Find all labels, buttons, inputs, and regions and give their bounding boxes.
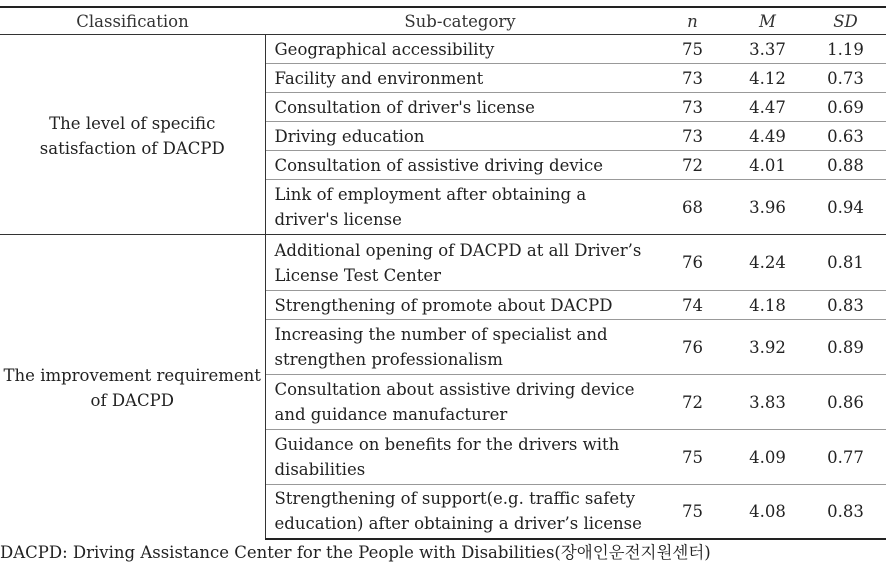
sd-cell: 0.83 <box>805 291 886 320</box>
n-cell: 75 <box>655 485 730 539</box>
mean-cell: 4.09 <box>730 430 805 485</box>
header-mean: M <box>730 7 805 35</box>
mean-cell: 3.92 <box>730 320 805 375</box>
sd-cell: 0.81 <box>805 235 886 291</box>
sd-cell: 0.77 <box>805 430 886 485</box>
sub-category-cell: Strengthening of promote about DACPD <box>265 291 655 320</box>
n-cell: 75 <box>682 39 703 59</box>
sd-cell: 0.89 <box>805 320 886 375</box>
mean-cell: 3.83 <box>730 375 805 430</box>
n-cell: 73 <box>655 93 730 122</box>
sub-category-cell: Consultation about assistive driving device and guidance manufacturer <box>265 375 655 430</box>
header-classification: Classification <box>0 7 265 35</box>
sub-category-cell: Increasing the number of specialist and strengthen professionalism <box>265 320 655 375</box>
n-cell: 73 <box>655 64 730 93</box>
mean-cell: 4.49 <box>730 122 805 151</box>
n-cell: 72 <box>655 151 730 180</box>
n-cell: 76 <box>655 320 730 375</box>
statistics-table <box>0 6 886 540</box>
mean-cell: 4.47 <box>730 93 805 122</box>
sub-category-cell: Driving education <box>265 122 655 151</box>
sd-cell: 0.83 <box>805 485 886 539</box>
sd-cell: 0.73 <box>805 64 886 93</box>
sub-category-cell: Facility and environment <box>265 64 655 93</box>
n-cell: 68 <box>655 180 730 235</box>
sd-cell: 0.86 <box>805 375 886 430</box>
classification-cell: The improvement requirement of DACPD <box>0 235 265 539</box>
sub-category-cell: Strengthening of support(e.g. traffic safety education) after obtaining a driver’s license <box>265 485 655 539</box>
table-header-row <box>0 7 886 35</box>
sd-cell: 0.63 <box>805 122 886 151</box>
mean-cell: 4.24 <box>730 235 805 291</box>
sub-category-cell: Additional opening of DACPD at all Driver’s License Test Center <box>265 235 655 291</box>
mean-cell: 4.08 <box>730 485 805 539</box>
sub-category-cell: Consultation of assistive driving device <box>265 151 655 180</box>
sub-category-cell: Link of employment after obtaining a driver's license <box>265 180 655 235</box>
n-cell: 74 <box>655 291 730 320</box>
sd-cell: 0.94 <box>805 180 886 235</box>
sub-category-cell: Geographical accessibility <box>274 39 495 59</box>
footnote: DACPD: Driving Assistance Center for the People with Disabilities(장애인운전지원센터) <box>0 543 711 562</box>
table-row <box>0 235 886 291</box>
sd-cell: 0.88 <box>805 151 886 180</box>
sd-cell: 0.69 <box>805 93 886 122</box>
sub-category-cell: Consultation of driver's license <box>265 93 655 122</box>
n-cell: 76 <box>655 235 730 291</box>
mean-cell: 3.96 <box>730 180 805 235</box>
n-cell: 73 <box>655 122 730 151</box>
mean-cell: 4.18 <box>730 291 805 320</box>
table-row <box>0 35 886 64</box>
sd-cell: 1.19 <box>827 39 864 59</box>
sub-category-cell: Guidance on benefits for the drivers with disabilities <box>265 430 655 485</box>
header-sd: SD <box>805 7 886 35</box>
n-cell: 75 <box>655 430 730 485</box>
n-cell: 72 <box>655 375 730 430</box>
mean-cell: 4.01 <box>730 151 805 180</box>
table-body <box>0 35 886 539</box>
header-n: n <box>655 7 730 35</box>
mean-cell: 3.37 <box>749 39 786 59</box>
classification-cell: The level of specific satisfaction of DACPD <box>0 35 265 235</box>
header-sub-category: Sub-category <box>265 7 655 35</box>
mean-cell: 4.12 <box>730 64 805 93</box>
